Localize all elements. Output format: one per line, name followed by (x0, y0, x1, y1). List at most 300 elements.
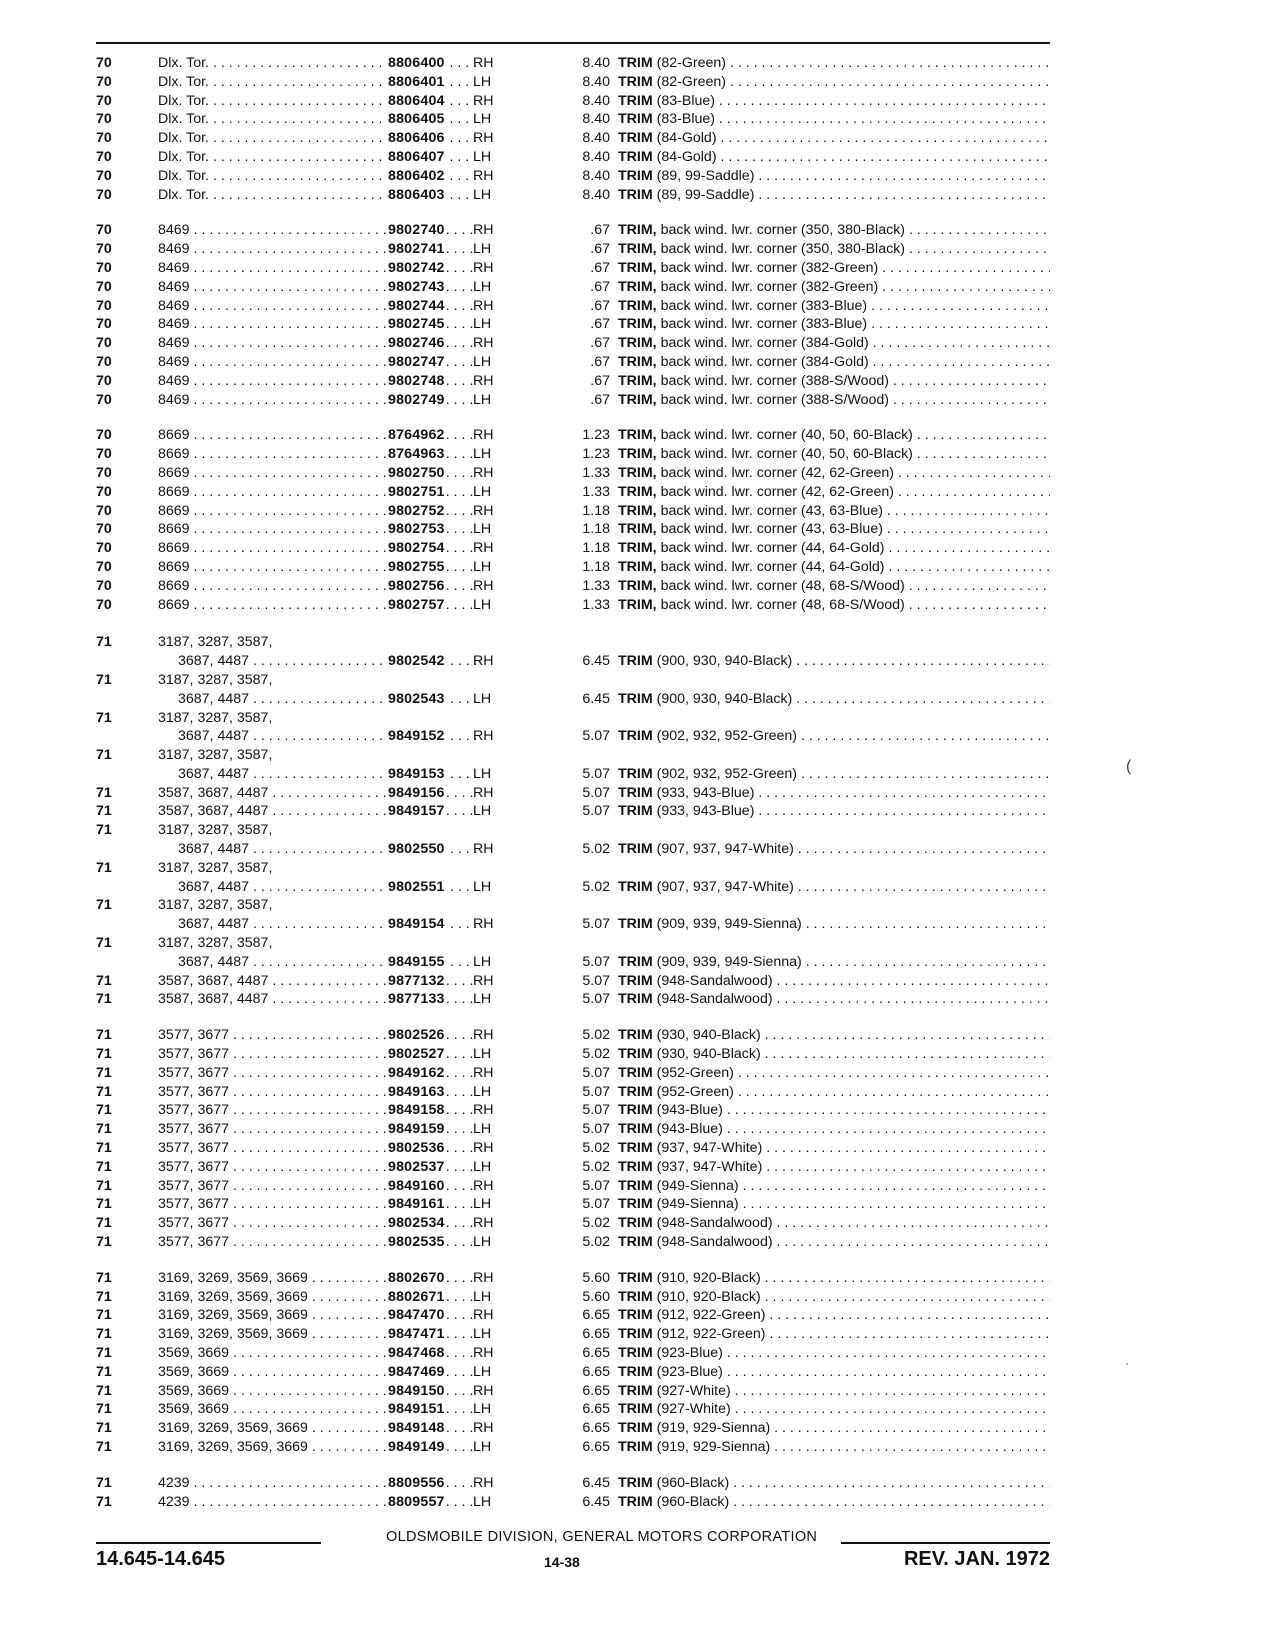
side-cell: LH (473, 73, 492, 90)
price-cell: 5.02 (582, 1234, 610, 1251)
model-text: 3577, 3677 . . . (158, 1140, 476, 1156)
description-cell (618, 426, 1050, 445)
description-keyword: TRIM, (618, 297, 657, 314)
side-cell: RH (473, 972, 494, 989)
model-text: 3169, 3269, 3569, 3669 . . . (158, 1307, 476, 1323)
side-cell: LH (473, 111, 492, 128)
table-row (96, 558, 1050, 577)
side-cell: LH (473, 953, 492, 970)
description-text: (910, 920-Black) . . . (653, 1289, 1050, 1305)
price-cell: 8.40 (582, 167, 610, 184)
year-cell: 71 (96, 897, 112, 914)
part-number-cell: 8802670 (388, 1269, 445, 1286)
description-keyword: TRIM (618, 878, 653, 895)
price-cell: 6.65 (582, 1420, 610, 1437)
price-cell: 5.07 (582, 1196, 610, 1213)
table-row (96, 1177, 1050, 1196)
part-number-cell: 8802671 (388, 1288, 445, 1305)
model-text: 3169, 3269, 3569, 3669 . . . (158, 1289, 476, 1305)
price-cell: .67 (590, 353, 610, 370)
table-row (96, 972, 1050, 991)
description-cell (618, 1195, 1050, 1214)
table-row (96, 54, 1050, 73)
description-keyword: TRIM (618, 991, 653, 1008)
table-row (96, 727, 1050, 746)
table-row (96, 990, 1050, 1009)
group-spacer (96, 1009, 1050, 1026)
year-cell: 71 (96, 822, 112, 839)
description-text: (927-White) . . . (653, 1383, 1050, 1399)
description-keyword: TRIM (618, 1401, 653, 1418)
description-keyword: TRIM, (618, 577, 657, 594)
part-number-cell: 9849159 (388, 1121, 445, 1138)
description-cell (618, 915, 1050, 934)
price-cell: 8.40 (582, 186, 610, 203)
model-text: 8669 . . . (158, 521, 476, 537)
table-row-continuation (96, 633, 1050, 652)
model-text: 8469 . . . (158, 316, 476, 332)
model-text: 8469 . . . (158, 354, 476, 370)
price-cell: 5.07 (582, 916, 610, 933)
side-cell: RH (473, 1307, 494, 1324)
table-row (96, 539, 1050, 558)
description-text: back wind. lwr. corner (40, 50, 60-Black) . . . (657, 446, 1050, 462)
year-cell: 70 (96, 111, 112, 128)
description-text: back wind. lwr. corner (350, 380-Black) . . . (657, 222, 1050, 238)
price-cell: 6.45 (582, 690, 610, 707)
side-cell: RH (473, 916, 494, 933)
description-cell (618, 259, 1050, 278)
year-cell: 71 (96, 1234, 112, 1251)
model-text: 8469 . . . (158, 241, 476, 257)
price-cell: 1.33 (582, 596, 610, 613)
side-cell: LH (473, 521, 492, 538)
part-number-cell: 8806400 (388, 55, 445, 71)
side-cell: LH (473, 596, 492, 613)
description-keyword: TRIM (618, 167, 653, 184)
model-text: 3587, 3687, 4487 . . . (158, 803, 476, 819)
part-number-cell: 9802551 (388, 878, 445, 895)
part-number-cell: 8806401 (388, 73, 445, 90)
model-text: 3577, 3677 . . . (158, 1027, 476, 1043)
description-cell (618, 596, 1050, 615)
description-keyword: TRIM, (618, 521, 657, 538)
year-cell: 71 (96, 859, 112, 876)
table-row (96, 221, 1050, 240)
price-cell: 5.02 (582, 878, 610, 895)
model-text: 8669 . . . (158, 503, 476, 519)
top-rule (96, 42, 1050, 44)
description-keyword: TRIM, (618, 502, 657, 519)
year-cell: 71 (96, 747, 112, 764)
part-number-cell: 9802741 (388, 241, 445, 258)
part-number-cell: 9802526 (388, 1027, 445, 1044)
model-text: 3577, 3677 . . . (158, 1234, 476, 1250)
description-cell (618, 1214, 1050, 1233)
description-cell (618, 1158, 1050, 1177)
part-number-cell: 9849157 (388, 803, 445, 820)
part-number-cell: 9802740 (388, 222, 445, 239)
price-cell: 6.65 (582, 1307, 610, 1324)
side-cell: LH (473, 1438, 492, 1455)
side-cell: LH (473, 186, 492, 203)
year-cell: 70 (96, 353, 112, 370)
part-number-cell: 9802746 (388, 335, 445, 352)
model-text: 3569, 3669 . . . (158, 1383, 476, 1399)
year-cell: 70 (96, 297, 112, 314)
description-text: (907, 937, 947-White) . . . (653, 879, 1050, 895)
part-number-cell: 9849153 (388, 765, 445, 782)
price-cell: 8.40 (582, 92, 610, 109)
description-keyword: TRIM (618, 953, 653, 970)
year-cell: 71 (96, 1158, 112, 1175)
table-row (96, 464, 1050, 483)
table-row (96, 1026, 1050, 1045)
table-row-continuation (96, 746, 1050, 765)
table-row-continuation (96, 821, 1050, 840)
description-cell (618, 520, 1050, 539)
description-cell (618, 1325, 1050, 1344)
side-cell: LH (473, 278, 492, 295)
model-text: 3577, 3677 . . . (158, 1046, 476, 1062)
description-text: (902, 932, 952-Green) . . . (653, 766, 1050, 782)
description-text: (948-Sandalwood) . . . (653, 991, 1050, 1007)
model-text: 8469 . . . (158, 260, 476, 276)
year-cell: 70 (96, 222, 112, 239)
description-keyword: TRIM (618, 1269, 653, 1286)
year-cell: 71 (96, 709, 112, 726)
part-number-cell: 8806402 (388, 167, 445, 184)
price-cell: .67 (590, 222, 610, 239)
table-row (96, 690, 1050, 709)
table-row (96, 1139, 1050, 1158)
side-cell: LH (473, 391, 492, 408)
description-cell (618, 92, 1050, 111)
description-keyword: TRIM (618, 1307, 653, 1324)
price-cell: 5.02 (582, 841, 610, 858)
description-cell (618, 372, 1050, 391)
year-cell: 70 (96, 577, 112, 594)
description-text: back wind. lwr. corner (383-Blue) . . . (657, 316, 1050, 332)
table-row (96, 1474, 1050, 1493)
part-number-cell: 9802754 (388, 540, 445, 557)
description-cell (618, 502, 1050, 521)
description-keyword: TRIM (618, 784, 653, 801)
description-text: (937, 947-White) . . . (653, 1140, 1050, 1156)
part-number-cell: 9802536 (388, 1140, 445, 1157)
model-cell-line1: 3187, 3287, 3587, (158, 709, 273, 726)
group-spacer (96, 1252, 1050, 1269)
year-cell: 70 (96, 596, 112, 613)
price-cell: 5.07 (582, 1121, 610, 1138)
part-number-cell: 9849150 (388, 1382, 445, 1399)
part-number-cell: 9802550 (388, 841, 445, 858)
side-cell: RH (473, 1345, 494, 1361)
description-keyword: TRIM (618, 1234, 653, 1251)
side-cell: LH (473, 1046, 492, 1063)
side-cell: RH (473, 167, 494, 184)
description-keyword: TRIM (618, 1215, 653, 1232)
part-number-cell: 9877132 (388, 972, 445, 989)
group-spacer (96, 1457, 1050, 1474)
year-cell: 70 (96, 464, 112, 481)
side-cell: RH (473, 297, 494, 314)
model-text: Dlx. Tor. . . . (158, 55, 476, 71)
price-cell: 1.33 (582, 577, 610, 594)
model-text: 3687, 4487 . . . (178, 916, 476, 932)
table-row (96, 1306, 1050, 1325)
description-cell (618, 1438, 1050, 1457)
model-text: 3577, 3677 . . . (158, 1178, 476, 1194)
part-number-cell: 9802742 (388, 259, 445, 276)
description-cell (618, 784, 1050, 803)
model-text: 8669 . . . (158, 427, 476, 443)
side-cell: LH (473, 1288, 492, 1305)
year-cell: 71 (96, 1083, 112, 1100)
description-keyword: TRIM (618, 1382, 653, 1399)
year-cell: 71 (96, 1438, 112, 1455)
table-row (96, 1158, 1050, 1177)
description-text: (912, 922-Green) . . . (653, 1326, 1050, 1342)
description-text: (909, 939, 949-Sienna) . . . (653, 916, 1050, 932)
model-cell-line1: 3187, 3287, 3587, (158, 671, 273, 688)
price-cell: .67 (590, 297, 610, 314)
price-cell: .67 (590, 278, 610, 295)
part-number-cell: 9847468 (388, 1345, 445, 1361)
part-number-cell: 9877133 (388, 991, 445, 1008)
table-row (96, 315, 1050, 334)
year-cell: 70 (96, 483, 112, 500)
table-row (96, 1344, 1050, 1363)
group-spacer (96, 204, 1050, 221)
price-cell: 5.07 (582, 765, 610, 782)
description-text: (902, 932, 952-Green) . . . (653, 728, 1050, 744)
description-cell (618, 1064, 1050, 1083)
side-cell: RH (473, 577, 494, 594)
description-keyword: TRIM (618, 1474, 653, 1491)
side-cell: LH (473, 483, 492, 500)
description-cell (618, 840, 1050, 859)
description-text: back wind. lwr. corner (388-S/Wood) . . . (657, 392, 1050, 408)
description-text: back wind. lwr. corner (48, 68-S/Wood) . . . (657, 597, 1050, 613)
description-cell (618, 148, 1050, 167)
model-text: 3569, 3669 . . . (158, 1401, 476, 1417)
description-cell (618, 110, 1050, 129)
side-cell: RH (473, 464, 494, 481)
price-cell: 1.23 (582, 427, 610, 444)
price-cell: .67 (590, 391, 610, 408)
table-row (96, 1120, 1050, 1139)
description-cell (618, 1474, 1050, 1493)
price-cell: 5.60 (582, 1288, 610, 1305)
description-keyword: TRIM, (618, 335, 657, 352)
price-cell: 5.02 (582, 1158, 610, 1175)
price-cell: 8.40 (582, 111, 610, 128)
side-cell: RH (473, 653, 494, 670)
side-cell: LH (473, 316, 492, 333)
year-cell: 71 (96, 935, 112, 952)
table-row (96, 297, 1050, 316)
price-cell: 5.07 (582, 1083, 610, 1100)
table-row (96, 426, 1050, 445)
description-text: back wind. lwr. corner (48, 68-S/Wood) . . . (657, 578, 1050, 594)
model-text: Dlx. Tor. . . . (158, 74, 476, 90)
model-text: 8669 . . . (158, 540, 476, 556)
year-cell: 71 (96, 1326, 112, 1343)
description-text: (943-Blue) . . . (653, 1102, 1050, 1118)
description-cell (618, 186, 1050, 205)
description-text: back wind. lwr. corner (382-Green) . . . (657, 260, 1050, 276)
table-row (96, 878, 1050, 897)
table-row (96, 1438, 1050, 1457)
stray-mark: ' (1126, 1362, 1128, 1373)
model-cell-line1: 3187, 3287, 3587, (158, 747, 273, 764)
year-cell: 71 (96, 1288, 112, 1305)
table-row (96, 73, 1050, 92)
description-keyword: TRIM (618, 1083, 653, 1100)
year-cell: 70 (96, 92, 112, 109)
side-cell: LH (473, 991, 492, 1008)
side-cell: LH (473, 1196, 492, 1213)
footer-rule-left (96, 1542, 321, 1544)
price-cell: 5.07 (582, 803, 610, 820)
year-cell: 70 (96, 335, 112, 352)
description-text: (83-Blue) . . . (653, 111, 1050, 127)
table-row (96, 953, 1050, 972)
model-text: 8669 . . . (158, 578, 476, 594)
table-row (96, 652, 1050, 671)
model-text: 8469 . . . (158, 298, 476, 314)
description-cell (618, 990, 1050, 1009)
description-keyword: TRIM (618, 1420, 653, 1437)
description-keyword: TRIM (618, 972, 653, 989)
price-cell: 6.65 (582, 1326, 610, 1343)
price-cell: 8.40 (582, 73, 610, 90)
description-keyword: TRIM, (618, 596, 657, 613)
description-text: (960-Black) . . . (653, 1475, 1050, 1491)
table-row (96, 167, 1050, 186)
table-row (96, 596, 1050, 615)
description-cell (618, 558, 1050, 577)
year-cell: 70 (96, 259, 112, 276)
table-row (96, 1363, 1050, 1382)
table-row (96, 1064, 1050, 1083)
model-text: 3169, 3269, 3569, 3669 . . . (158, 1439, 476, 1455)
description-cell (618, 297, 1050, 316)
model-text: 8469 . . . (158, 335, 476, 351)
description-text: (949-Sienna) . . . (653, 1196, 1050, 1212)
price-cell: 5.07 (582, 728, 610, 745)
description-cell (618, 167, 1050, 186)
model-text: 3577, 3677 . . . (158, 1065, 476, 1081)
year-cell: 70 (96, 391, 112, 408)
side-cell: LH (473, 1083, 492, 1100)
part-number-cell: 8809557 (388, 1493, 445, 1510)
model-text: Dlx. Tor. . . . (158, 130, 476, 146)
year-cell: 70 (96, 148, 112, 165)
model-text: 3577, 3677 . . . (158, 1196, 476, 1212)
table-row (96, 278, 1050, 297)
year-cell: 71 (96, 1474, 112, 1491)
model-text: 8669 . . . (158, 446, 476, 462)
table-row (96, 391, 1050, 410)
part-number-cell: 9849163 (388, 1083, 445, 1100)
table-row (96, 110, 1050, 129)
description-text: (923-Blue) . . . (653, 1345, 1050, 1361)
part-number-cell: 9802747 (388, 353, 445, 370)
part-number-cell: 9849152 (388, 728, 445, 745)
table-row (96, 502, 1050, 521)
description-text: (84-Gold) . . . (653, 130, 1050, 146)
price-cell: 5.07 (582, 991, 610, 1008)
description-cell (618, 539, 1050, 558)
description-cell (618, 315, 1050, 334)
table-row (96, 1233, 1050, 1252)
side-cell: RH (473, 55, 494, 71)
side-cell: LH (473, 241, 492, 258)
description-text: back wind. lwr. corner (384-Gold) . . . (657, 335, 1050, 351)
model-text: 8669 . . . (158, 559, 476, 575)
description-keyword: TRIM (618, 765, 653, 782)
description-keyword: TRIM (618, 803, 653, 820)
description-cell (618, 464, 1050, 483)
part-number-cell: 9802543 (388, 690, 445, 707)
description-keyword: TRIM, (618, 540, 657, 557)
side-cell: RH (473, 1177, 494, 1194)
description-text: (919, 929-Sienna) . . . (653, 1420, 1050, 1436)
model-text: 3169, 3269, 3569, 3669 . . . (158, 1270, 476, 1286)
year-cell: 71 (96, 972, 112, 989)
description-text: (937, 947-White) . . . (653, 1159, 1050, 1175)
side-cell: RH (473, 92, 494, 109)
model-text: 3687, 4487 . . . (178, 691, 476, 707)
side-cell: RH (473, 540, 494, 557)
description-cell (618, 1344, 1050, 1363)
model-text: 3687, 4487 . . . (178, 954, 476, 970)
description-text: back wind. lwr. corner (42, 62-Green) . . . (657, 484, 1050, 500)
price-cell: 6.65 (582, 1345, 610, 1361)
price-cell: 1.18 (582, 502, 610, 519)
description-text: (919, 929-Sienna) . . . (653, 1439, 1050, 1455)
description-text: (960-Black) . . . (653, 1494, 1050, 1510)
model-text: 8669 . . . (158, 597, 476, 613)
year-cell: 71 (96, 1027, 112, 1044)
price-cell: 5.02 (582, 1027, 610, 1044)
description-text: (927-White) . . . (653, 1401, 1050, 1417)
table-row (96, 186, 1050, 205)
description-text: (84-Gold) . . . (653, 149, 1050, 165)
year-cell: 71 (96, 671, 112, 688)
side-cell: RH (473, 841, 494, 858)
footer-revision: REV. JAN. 1972 (903, 1548, 1050, 1570)
table-row-continuation (96, 671, 1050, 690)
year-cell: 71 (96, 1420, 112, 1437)
part-number-cell: 9802756 (388, 577, 445, 594)
description-keyword: TRIM (618, 111, 653, 128)
description-cell (618, 483, 1050, 502)
description-text: (89, 99-Saddle) . . . (653, 168, 1050, 184)
model-cell-line1: 3187, 3287, 3587, (158, 634, 273, 651)
year-cell: 71 (96, 1046, 112, 1063)
description-cell (618, 690, 1050, 709)
year-cell: 71 (96, 1363, 112, 1380)
price-cell: .67 (590, 259, 610, 276)
description-keyword: TRIM (618, 1102, 653, 1119)
price-cell: 1.33 (582, 483, 610, 500)
part-number-cell: 8806405 (388, 111, 445, 128)
part-number-cell: 9802753 (388, 521, 445, 538)
model-text: 3577, 3677 . . . (158, 1215, 476, 1231)
